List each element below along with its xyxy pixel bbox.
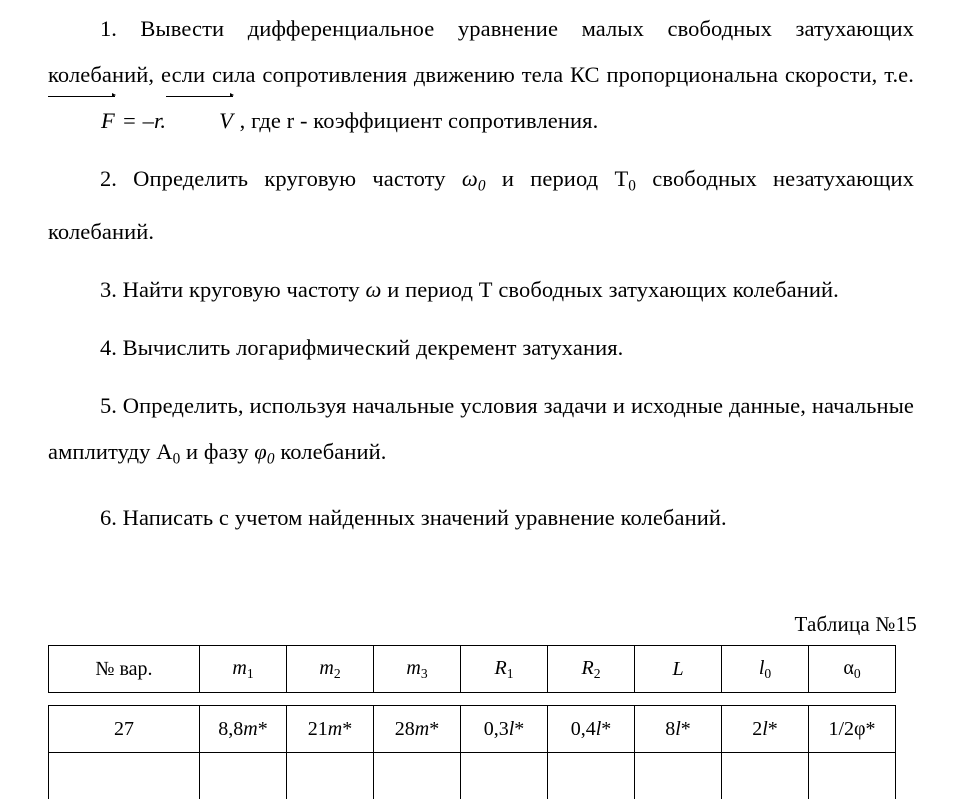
task-3-text-2: и период Т свободных затухающих колебаний. bbox=[387, 277, 839, 302]
variant-table bbox=[48, 645, 896, 799]
task-3-symbol-omega: ω bbox=[365, 277, 381, 302]
table-cell-r1: 0,3l* bbox=[461, 706, 548, 753]
table-header-cell-m2: $m_2$ bbox=[287, 646, 374, 693]
table-header-row bbox=[49, 646, 896, 693]
task-3-number: 3. bbox=[100, 277, 117, 302]
table-header-cell-alpha0: $\alpha_0$ bbox=[809, 646, 896, 693]
task-paragraph-4 bbox=[48, 325, 914, 371]
task-5-text-1: Определить, используя начальные условия задачи и исходные данные, начальные амплитуду $А_0$ и фазу bbox=[48, 393, 914, 464]
table-cell-cutoff-7 bbox=[722, 753, 809, 799]
table-cell-cutoff-1 bbox=[200, 753, 287, 799]
table-row-gap bbox=[49, 693, 896, 706]
task-1-text-after: , где r - коэффициент сопротивления. bbox=[240, 108, 599, 133]
table-cell-cutoff-3 bbox=[374, 753, 461, 799]
task-1-formula: F = –r. V bbox=[48, 108, 234, 133]
table-row bbox=[49, 706, 896, 753]
table-cell-l0: 2l* bbox=[722, 706, 809, 753]
task-6-text: Написать с учетом найденных значений уравнение колебаний. bbox=[123, 505, 727, 530]
task-1-text-before: Вывести дифференциальное уравнение малых свободных затухающих колебаний, если сила сопротивления движению тела КС пропорциональна скорости, т.е. bbox=[48, 16, 914, 87]
task-paragraph-5 bbox=[48, 383, 914, 482]
task-4-number: 4. bbox=[100, 335, 117, 360]
table-cell-cutoff-0 bbox=[49, 753, 200, 799]
table-cell-l: 8l* bbox=[635, 706, 722, 753]
table-header-cell-r2: $R_2$ bbox=[548, 646, 635, 693]
task-1-number: 1. bbox=[100, 16, 117, 41]
table-gap-cell bbox=[49, 693, 896, 706]
table-header-cell-m1: $m_1$ bbox=[200, 646, 287, 693]
table-cell-cutoff-5 bbox=[548, 753, 635, 799]
table-header-cell-l0: $l_0$ bbox=[722, 646, 809, 693]
task-5-number: 5. bbox=[100, 393, 117, 418]
task-paragraph-2 bbox=[48, 156, 914, 255]
task-2-text-3: свободных незатухающих колебаний. bbox=[48, 166, 914, 244]
task-2-text-2: и период bbox=[502, 166, 598, 191]
task-paragraph-3 bbox=[48, 267, 914, 313]
task-2-number: 2. bbox=[100, 166, 117, 191]
table-cell-m3: 28m* bbox=[374, 706, 461, 753]
table-cell-m1: 8,8m* bbox=[200, 706, 287, 753]
table-header-cell-m3: $m_3$ bbox=[374, 646, 461, 693]
table-cell-cutoff-6 bbox=[635, 753, 722, 799]
table-caption: Таблица №15 bbox=[794, 612, 917, 637]
table-cell-cutoff-4 bbox=[461, 753, 548, 799]
task-5-symbol-phi-zero: $\varphi_0$ bbox=[254, 439, 274, 464]
task-6-number: 6. bbox=[100, 505, 117, 530]
table-cell-cutoff-8 bbox=[809, 753, 896, 799]
task-2-text-1: Определить круговую частоту bbox=[133, 166, 446, 191]
task-2-symbol-t-zero: $Т_0$ bbox=[614, 166, 636, 191]
table-cell-r2: 0,4l* bbox=[548, 706, 635, 753]
task-2-symbol-omega-zero: $\omega_0$ bbox=[462, 166, 486, 191]
task-4-text: Вычислить логарифмический декремент затухания. bbox=[123, 335, 624, 360]
table-cell-cutoff-2 bbox=[287, 753, 374, 799]
task-5-text-2: колебаний. bbox=[280, 439, 386, 464]
table-cell-alpha0: 1/2φ* bbox=[809, 706, 896, 753]
table-header-cell-l: L bbox=[635, 646, 722, 693]
table-header-cell-r1: $R_1$ bbox=[461, 646, 548, 693]
table-row-cutoff bbox=[49, 753, 896, 799]
task-paragraph-6 bbox=[48, 495, 914, 541]
task-3-text-1: Найти круговую частоту bbox=[123, 277, 360, 302]
table-cell-variant: 27 bbox=[49, 706, 200, 753]
table-header-cell-var: № вар. bbox=[49, 646, 200, 693]
document-body bbox=[48, 0, 914, 541]
table-cell-m2: 21m* bbox=[287, 706, 374, 753]
task-paragraph-1 bbox=[48, 0, 914, 144]
